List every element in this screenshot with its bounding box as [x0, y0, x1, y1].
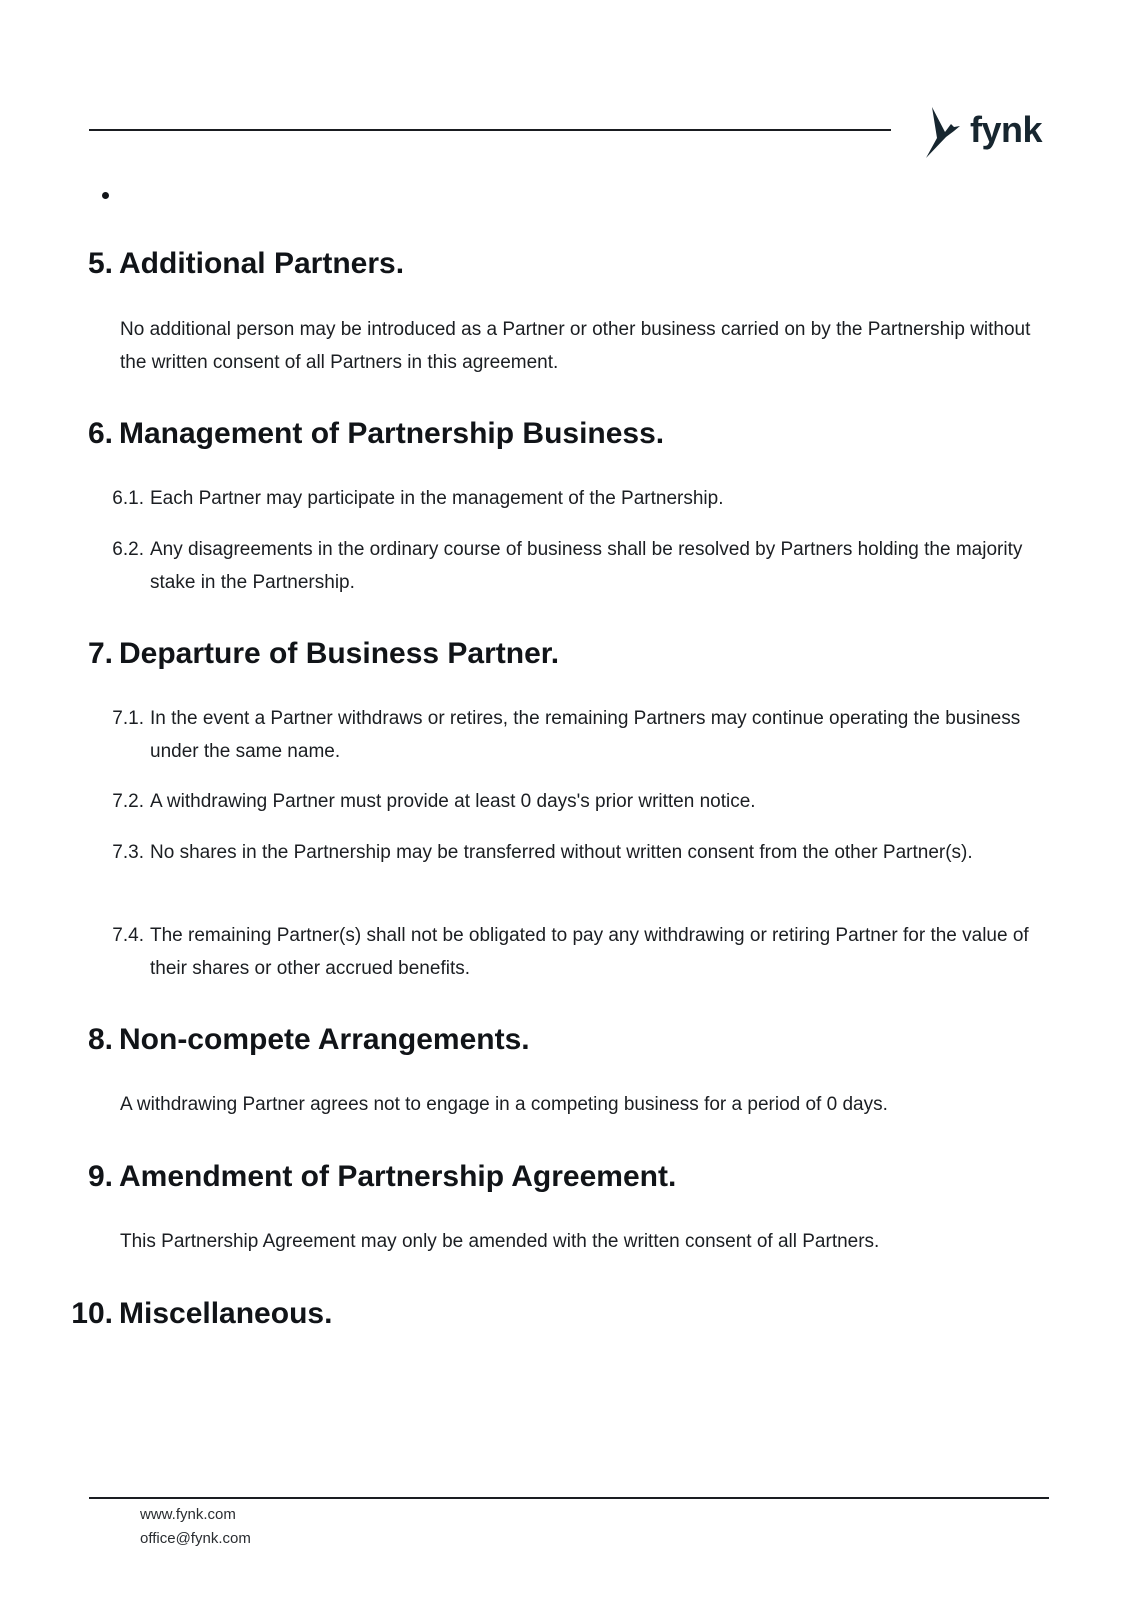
clause-number: 7.2. [112, 791, 144, 812]
header-divider [89, 129, 891, 131]
section-6-heading [87, 416, 665, 452]
clause-number: 7.4. [112, 925, 144, 946]
section-number: 7. [87, 637, 113, 670]
section-8-paragraph: A withdrawing Partner agrees not to engage in a competing business for a period of 0 days. [120, 1094, 888, 1115]
clause-7-1 [112, 702, 1040, 768]
fynk-logo [918, 104, 1042, 160]
empty-list-bullet [102, 192, 109, 199]
section-5-heading [87, 246, 405, 282]
clause-7-4 [112, 919, 1040, 985]
footer-website[interactable]: www.fynk.com [140, 1506, 236, 1523]
section-number: 10. [71, 1297, 113, 1330]
section-9-heading [87, 1159, 677, 1195]
section-number: 6. [87, 417, 113, 450]
clause-number: 6.1. [112, 488, 144, 509]
clause-number: 6.2. [112, 539, 144, 560]
footer-email[interactable]: office@fynk.com [140, 1530, 251, 1547]
clause-text: The remaining Partner(s) shall not be obligated to pay any withdrawing or retiring Partner for the value of their shares or other accrued benefits. [150, 925, 1029, 979]
section-7-heading [87, 636, 560, 672]
section-9-paragraph: This Partnership Agreement may only be amended with the written consent of all Partners. [120, 1231, 880, 1252]
section-10-heading [71, 1296, 333, 1332]
footer-divider [89, 1497, 1049, 1499]
clause-number: 7.1. [112, 708, 144, 729]
clause-text: Each Partner may participate in the management of the Partnership. [150, 488, 724, 509]
section-title: Non-compete Arrangements. [119, 1023, 530, 1056]
section-title: Management of Partnership Business. [119, 417, 665, 450]
clause-number: 7.3. [112, 842, 144, 863]
section-title: Amendment of Partnership Agreement. [119, 1160, 677, 1193]
clause-7-2 [112, 785, 1040, 818]
logo-wordmark: fynk [970, 109, 1043, 150]
clause-6-1 [112, 482, 1040, 515]
section-title: Departure of Business Partner. [119, 637, 560, 670]
section-title: Additional Partners. [119, 247, 405, 280]
clause-text: No shares in the Partnership may be transferred without written consent from the other Partner(s). [150, 842, 973, 863]
clause-text: Any disagreements in the ordinary course of business shall be resolved by Partners holding the majority stake in the Partnership. [150, 539, 1023, 593]
section-8-heading [87, 1022, 530, 1058]
section-title: Miscellaneous. [119, 1297, 333, 1330]
section-number: 8. [87, 1023, 113, 1056]
bird-logo-icon [918, 104, 966, 160]
clause-text: In the event a Partner withdraws or retires, the remaining Partners may continue operating the business under the same name. [150, 708, 1021, 762]
clause-text: A withdrawing Partner must provide at least 0 days's prior written notice. [150, 791, 756, 812]
section-number: 9. [87, 1160, 113, 1193]
clause-6-2 [112, 533, 1040, 599]
section-number: 5. [87, 247, 113, 280]
clause-7-3 [112, 836, 1040, 869]
section-5-paragraph: No additional person may be introduced as a Partner or other business carried on by the Partnership without the written consent of all Partners in this agreement. [120, 319, 1031, 373]
